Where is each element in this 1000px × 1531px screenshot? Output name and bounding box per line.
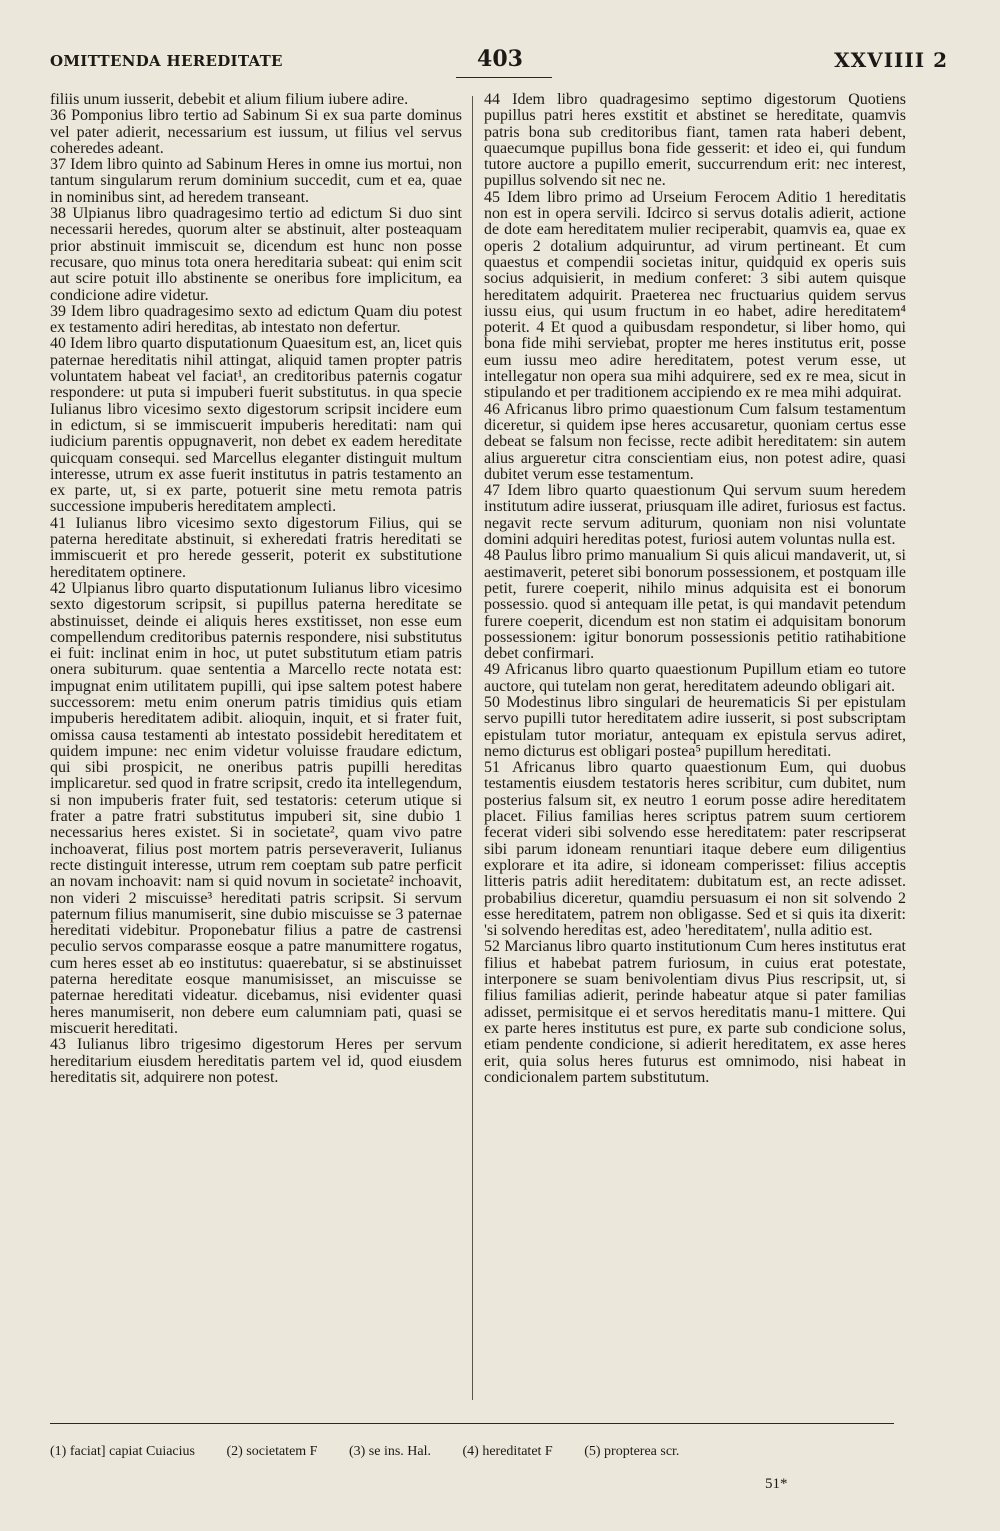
paragraph: 49 Africanus libro quarto quaestionum Pupillum etiam eo tutore auctore, qui tutelam non gerat, hereditatem adeundo obligari ait. bbox=[484, 661, 906, 695]
paragraph: 51 Africanus libro quarto quaestionum Eum, qui duobus testamentis eiusdem testatoris heres scribitur, cum dubitet, num posterius falsum sit, ex neutro 1 eorum posse adire hereditatem placet. Filius familias heres scriptus patrem suum certiorem fecerat videri sibi solvendo esse hereditatem: pater rescripserat sibi parum idoneam renuntiari itaque debere eum diligentius explorare et ita adire, si idoneam comperisset: filius acceptis litteris patris adiit hereditatem: dubitatum est, an recte adisset. probabilius diceretur, quamdiu persuasum ei non sit solvendo 2 esse hereditatem, patrem non obligasse. Sed et si quis ita dixerit: 'si solvendo hereditas est, adeo 'hereditatem', nulla aditio est. bbox=[484, 759, 906, 940]
paragraph: 37 Idem libro quinto ad Sabinum Heres in omne ius mortui, non tantum singularum rerum dominium succedit, cum et ea, quae in nominibus sint, ad heredem transeant. bbox=[50, 156, 462, 206]
paragraph: 48 Paulus libro primo manualium Si quis alicui mandaverit, ut, si aestimaverit, peteret sibi bonorum possessionem, et postquam ille petit, furere coeperit, nihilo minus adquisita est ei bonorum possessio. quod si antequam ille petat, is qui mandavit petendum furere coeperit, dicendum est non statim ei adquisitam bonorum possessionem: igitur bonorum possessionis petitio ratihabitione debet confirmari. bbox=[484, 547, 906, 663]
footnote-rule bbox=[50, 1423, 894, 1424]
footnotes bbox=[50, 1444, 900, 1460]
paragraph: 43 Iulianus libro trigesimo digestorum Heres per servum hereditarium eiusdem hereditatis partem vel id, quod eiusdem hereditatis sit, adquirere non potest. bbox=[50, 1036, 462, 1086]
paragraph: 52 Marcianus libro quarto institutionum Cum heres institutus erat filius et habebat patrem furiosum, in cuius erat potestate, interponere se suam benivolentiam divus Pius rescripsit, ut, si filius familias adierit, perinde habeatur atque si pater familias adisset, permisitque ei et servos hereditatis manu-1 mittere. Qui ex parte heres institutus est pure, ex parte sub condicione solus, etiam pendente condicione, si adierit hereditatem, ex asse heres erit, quia solus heres futurus est omnimodo, nisi habeat in condicionalem partem substitutum. bbox=[484, 938, 906, 1086]
footnote: (3) se ins. Hal. bbox=[348, 1444, 432, 1459]
footnote: (4) hereditatet F bbox=[462, 1444, 553, 1459]
paragraph: 47 Idem libro quarto quaestionum Qui servum suum heredem institutum adire iusserat, priusquam ille adiret, furiosus est factus. negavit recte servum aditurum, quoniam non nisi voluntate domini adquiri hereditas potest, furiosi autem voluntas nulla est. bbox=[484, 482, 906, 549]
column-divider bbox=[472, 96, 473, 1400]
signature-mark: 51* bbox=[765, 1476, 788, 1492]
paragraph: 46 Africanus libro primo quaestionum Cum falsum testamentum diceretur, si quidem ipse heres accusaretur, quoniam certus esse debeat se falsum non fecisse, recte adibit hereditatem: sin autem alius argueretur citra conscientiam eius, non potest adire, quasi dubitet verum esse testamentum. bbox=[484, 400, 906, 483]
paragraph: 45 Idem libro primo ad Urseium Ferocem Aditio 1 hereditatis non est in opera servili. Idcirco si servus dotalis adierit, actione de dote eam hereditatem mulier reciperabit, quamvis ea, quae ex operis 2 dotalium adquiruntur, ad virum pertineant. Et cum quaestus et compendii societas initur, quidquid ex operis suis socius adquisierit, in medium conferet: 3 sibi autem quisque hereditatem adquirit. Praeterea nec fructuarius quidem servus iussu eius, qui usum fructum in eo habet, adire hereditatem⁴ poterit. 4 Et quod a quibusdam respondetur, si liber homo, qui bona fide mihi serviebat, propter me heres institutus erit, posse eum iussu meo adire hereditatem, potest verum esse, ut intellegatur non opera sua mihi adquirere, sed ex re mea, sicut in stipulando et per traditionem accipiendo ex re mea mihi adquirat. bbox=[484, 188, 906, 402]
footnote: (2) societatem F bbox=[226, 1444, 318, 1459]
header-rule bbox=[456, 77, 552, 78]
paragraph: 42 Ulpianus libro quarto disputationum Iulianus libro vicesimo sexto digestorum scripsit, si pupillus paterna hereditate se abstinuisset, deinde ei aliquis heres exstitisset, non esse eum compellendum creditoribus paternis respondere, nisi substitutus ei fuit: inclinat enim in hoc, ut putet substitutum etiam patris onera subiturum. quae sententia a Marcello recte notata est: impugnat enim utilitatem pupilli, qui ipse saltem potest habere successorem: metu enim onerum patris timidius quis etiam impuberis hereditatem adibit. alioquin, inquit, et si frater fuit, omissa causa testamenti ab intestato possidebit hereditatem et quidem impune: nec enim videtur voluisse fraudare edictum, qui sibi prospicit, ne oneribus patris pupilli hereditas implicaretur. sed quod in fratre scripsit, credo ita intellegendum, si non impuberis frater fuit, sed testatoris: ceterum utique si frater a patre fratri substitutus impuberi sit, sine dubio 1 necessarius heres existet. Si in societate², quam vivo patre inchoaverat, filius post mortem patris perseveraverit, Iulianus recte distinguit interesse, utrum rem coeptam sub patre perficit an novam inchoavit: nam si quid novum in societate² inchoavit, non videri 2 miscuisse³ hereditati patris scripsit. Si servum paternum filius manumiserit, sine dubio miscuisse se 3 paternae hereditati videbitur. Proponebatur filius a patre de castrensi peculio servos comparasse eosque a patre manumittere rogatus, cum heres esset ab eo institutus: quaerebatur, si se abstinuisset paterna hereditate eosque manumisisset, an miscuisse se paternae hereditati videatur. dicebamus, nisi evidenter quasi heres manumiserit, non debere eum calumniam pati, quasi se miscuerit hereditati. bbox=[50, 579, 462, 1037]
running-head-right: XXVIIII 2 bbox=[834, 48, 948, 72]
running-head-left: OMITTENDA HEREDITATE bbox=[50, 52, 283, 70]
left-column bbox=[50, 92, 462, 1086]
footnote: (1) faciat] capiat Cuiacius bbox=[50, 1444, 195, 1459]
footnote: (5) propterea scr. bbox=[584, 1444, 680, 1459]
paragraph: 44 Idem libro quadragesimo septimo digestorum Quotiens pupillus patri heres exstitit et abstinet se hereditate, quamvis patris bona sub creditoribus fiant, tamen rata haberi debent, quaecumque pupillus bona fide gesserit: et ideo ei, qui fundum tutore auctore a pupillo emerit, succurrendum erit: nec interest, pupillus solvendo sit nec ne. bbox=[484, 91, 906, 190]
paragraph: 39 Idem libro quadragesimo sexto ad edictum Quam diu potest ex testamento adiri hereditas, ab intestato non defertur. bbox=[50, 302, 462, 337]
paragraph: filiis unum iusserit, debebit et alium filium iubere adire. bbox=[50, 91, 409, 108]
paragraph: 36 Pomponius libro tertio ad Sabinum Si ex sua parte dominus vel pater adierit, necessarium est iussum, ut filius vel servus coheredes adeant. bbox=[50, 107, 462, 157]
right-column bbox=[484, 92, 906, 1086]
paragraph: 40 Idem libro quarto disputationum Quaesitum est, an, licet quis paternae hereditatis nihil attingat, aliquid tamen propter patris voluntatem habeat vel faciat¹, an creditoribus paternis cogatur respondere: ut puta si impuberi fuerit substitutus. in qua specie Iulianus libro vicesimo sexto digestorum scripsit incidere eum in edictum, si se immiscuerit impuberis hereditati: nam qui iudicium parentis oppugnaverit, non debet ex eadem hereditate quicquam consequi. sed Marcellus eleganter distinguit multum interesse, utrum ex asse fuerit institutus in patris testamento an ex parte, ut, si ex parte, potuerit sine metu remota patris successione impuberis hereditatem amplecti. bbox=[50, 335, 462, 516]
paragraph: 41 Iulianus libro vicesimo sexto digestorum Filius, qui se paterna hereditate abstinuit, si exheredati fratris hereditati se immiscuerit et pro herede gesserit, poterit ex substitutione hereditatem optinere. bbox=[50, 514, 462, 581]
page-number: 403 bbox=[477, 46, 523, 72]
paragraph: 50 Modestinus libro singulari de heurematicis Si per epistulam servo pupilli tutor hereditatem adire iusserit, si post subscriptam epistulam tutor moriatur, antequam ex epistula servus adiret, nemo dicturus est obligari postea⁵ pupillum hereditati. bbox=[484, 693, 906, 760]
paragraph: 38 Ulpianus libro quadragesimo tertio ad edictum Si duo sint necessarii heredes, quorum alter se abstinuit, alter posteaquam prior abstinuit immiscuit se, dicendum est hunc non posse recusare, quo minus tota onera hereditaria subeat: qui enim scit aut scire potuit illo abstinente se oneribus fore implicitum, ea condicione adire videtur. bbox=[50, 205, 462, 304]
